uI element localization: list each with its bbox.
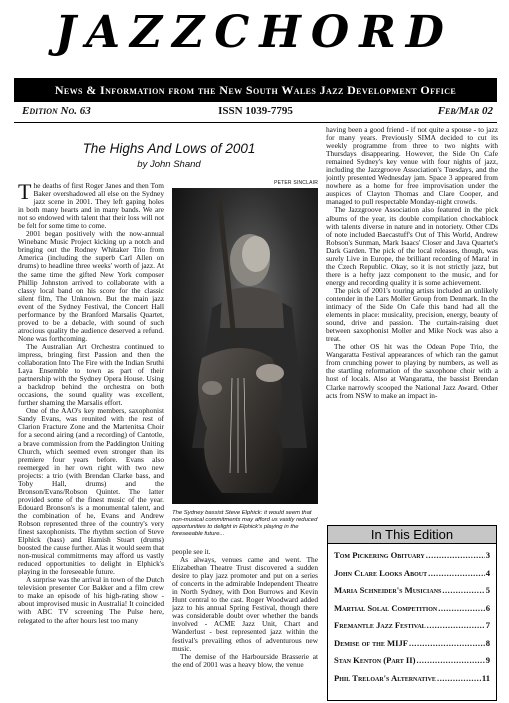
photo-caption: The Sydney bassist Steve Elphick: it would seem that non-musical commitments may afford us vastly reduced opportunities to delight in Elphick's playing in the foreseeable future... xyxy=(172,510,318,537)
paragraph: having been a good friend - if not quite a spouse - to jazz for many years. Previously SIMA decided to cut its weekly programme from three to two nights with Thursdays disappearing. However, the Side On Cafe remained Sydney's key venue with four nights of jazz, including the Jazzgroove Association's Tuesdays, and the jointly presented Wednesday jam. Space 3 appeared from nowhere as a home for free improvisation under the auspices of Clayton Thomas and Clare Cooper, and managed to pull respectable Monday-night crowds. xyxy=(326,126,498,207)
masthead-banner: News & Information from the New South Wales Jazz Development Office xyxy=(14,78,497,102)
article-column-3 xyxy=(326,126,498,512)
issue-date: Feb/Mar 02 xyxy=(437,105,493,117)
paragraph: One of the AAO's key members, saxophonist Sandy Evans, was reunited with the rest of Clarion Fracture Zone and the Martenitsa Choir for a second airing (and a recording) of Cantotle, a brave commission from the Paddington Uniting Church, which seemed even stronger than its premiere four years before. Evans also reemerged in her own right with two new projects: a trio (with Brendan Clarke bass, and Toby Hall, drums) and the Bronson/Evans/Robson Quintet. The latter provided some of the finest music of the year. Edouard Bronson's is a monumental talent, and the combination of he, Evans and Andrew Robson represented three of the country's very finest saxophonists. The rhythm section of Steve Elphick (bass) and Hamish Stuart (drums) boosted the cause further. Alas it would seem that non-musical commitments may afford us vastly reduced opportunities to delight in Elphick's playing in the foreseeable future. xyxy=(18,406,164,577)
drop-cap: T xyxy=(18,182,32,204)
paragraph xyxy=(18,182,164,230)
issn: ISSN 1039-7795 xyxy=(218,105,293,117)
toc-item-page: 4 xyxy=(485,567,490,578)
toc-item-page: 8 xyxy=(485,637,490,648)
toc-item[interactable] xyxy=(334,620,490,638)
toc-leader xyxy=(427,620,485,630)
toc-leader xyxy=(409,638,485,648)
toc-item-page: 11 xyxy=(481,672,490,683)
paragraph: The demise of the Harbourside Brasserie at the end of 2001 was a heavy blow, the venue xyxy=(172,651,318,669)
paragraph: The pick of 2001's touring artists included an unlikely contender in the Lars Moller Group from Denmark. In the intimacy of the Side On Cafe this band had all the elements in place: musicality, precision, energy, beauty of sound, drive and passion. The curtain-raising duet between saxophonist Moller and Mike Nock was also a treat. xyxy=(326,285,498,344)
toc-heading: In This Edition xyxy=(328,526,496,544)
toc-item-label: Martial Solal Competition xyxy=(334,602,438,613)
toc-leader xyxy=(438,603,485,613)
article-title: The Highs And Lows of 2001 xyxy=(82,141,256,156)
toc-item-label: Tom Pickering Obituary xyxy=(334,550,425,560)
paragraph: The Jazzgroove Association also featured in the pick albums of the year, its double compilation chockablock with talents diverse in nature and in notoriety. Other CDs of note included Baecastuff's Out of This World, Andrew Robson's Sunman, Mark Isaacs' Closer and Java Quartet's Dark Garden. The pick of the local releases, though, was surely Live in Europe, the brilliant recording of Mara! in the Czech Republic. Okay, so it is not strictly jazz, but there is a hefty jazz component to the music, and for energy and recording quality it is some achievement. xyxy=(326,205,498,287)
masthead-title: JAZZCHORD xyxy=(55,7,454,58)
paragraph-text: he deaths of first Roger Janes and then Tom Baker overshadowed all else on the Sydney jazz scene in 2001. They left gaping holes in both many hearts and in many bands. We are not so endowed with talent that their loss will not be felt for some time to come. xyxy=(18,182,164,231)
toc-leader xyxy=(416,655,484,665)
toc-leader xyxy=(428,568,485,578)
toc-item-label: Demise of the MIJF xyxy=(334,637,408,648)
bassist-photo-illustration xyxy=(172,188,318,504)
toc-item-page: 6 xyxy=(485,602,490,613)
photo-credit: PETER SINCLAIR xyxy=(274,180,318,186)
paragraph: A surprise was the arrival in town of the Dutch television presenter Cor Bakker and a film crew to make an episode of his high-rating show - about improvised music in Australia! It coincided with ABC TV screening The Pulse here, relegated to the after hours lest too many xyxy=(18,575,164,625)
toc-leader xyxy=(442,585,484,595)
toc-item-label: John Clare Looks About xyxy=(334,567,428,578)
toc-item-label: Maria Schneider's Musicians xyxy=(334,585,442,595)
toc-item-label: Phil Treloar's Alternative xyxy=(334,672,436,683)
toc-item[interactable] xyxy=(334,550,490,568)
toc-item[interactable] xyxy=(334,585,490,603)
toc-list xyxy=(328,544,496,690)
paragraph: people see it. xyxy=(172,548,211,556)
toc-item[interactable] xyxy=(334,673,490,691)
toc-leader xyxy=(426,550,485,560)
bassist-photo xyxy=(172,188,318,504)
paragraph: 2001 began positively with the now-annual Winebanc Music Project kicking up a notch and bringing out the Rodney Whitaker Trio from America (including the superb Carl Allen on drums) to headline three weeks' worth of jazz. At the same time the gifted New York composer Phillip Johnston arrived to collaborate with a classy local band on his score for the classic silent film, The Unknown. But the main jazz event of the Sydney Festival, the Concert Hall performance by the Branford Marsalis Quartet, proved to be a debacle, with sound of such atrocious quality the audience deserved a refund. None was forthcoming. xyxy=(18,229,164,343)
toc-item-label: Stan Kenton (Part II) xyxy=(334,655,416,665)
toc-item[interactable] xyxy=(334,603,490,621)
paragraph: The other OS hit was the Odean Pope Trio, the Wangaratta Festival appearances of which ran the gamut from crunching power to playing by numbers, as well as the startling reformation of the saxophone choir with a host of locals. Also at Wangaratta, the bassist Brendan Clarke narrowly scooped the National Jazz Award. Other acts from NSW to make an impact in- xyxy=(326,342,498,400)
toc-item-page: 3 xyxy=(485,550,490,560)
toc-item-page: 7 xyxy=(485,620,490,630)
toc-item-label: Fremantle Jazz Festival xyxy=(334,620,426,630)
paragraph: As always, venues came and went. The Elizabethan Theatre Trust discovered a sudden desire to play jazz promoter and put on a series of concerts in the admirable Independent Theatre in North Sydney, with Don Burrows and Kevin Hunt central to the cast. Roger Woodward added jazz to his annual Spring Festival, though there was considerable doubt over whether the bands involved - ACME Jazz Unit, Chart and Wanderlust - best represented jazz within the festival's prevailing ethos of adventurous new music. xyxy=(172,555,318,653)
toc-leader xyxy=(437,673,481,683)
toc-item[interactable] xyxy=(334,638,490,656)
toc-item[interactable] xyxy=(334,655,490,673)
edition-number: Edition No. 63 xyxy=(22,105,91,117)
toc-item-page: 9 xyxy=(485,655,490,665)
edition-row xyxy=(14,105,497,121)
header-rule xyxy=(14,122,497,123)
article-byline: by John Shand xyxy=(137,159,201,170)
toc-item[interactable] xyxy=(334,568,490,586)
article-column-2 xyxy=(172,548,318,700)
paragraph: The Australian Art Orchestra continued to impress, bringing first Passion and then the collaboration Into The Fire with the Indian Sruthi Laya Ensemble to town as part of their partnership with the Sydney Opera House. Using a backdrop behind the orchestra on both occasions, the sound quality was excellent, further shaming the Marsalis effort. xyxy=(18,341,164,408)
toc-item-page: 5 xyxy=(485,585,490,595)
article-column-1 xyxy=(18,182,164,700)
table-of-contents xyxy=(327,525,497,701)
